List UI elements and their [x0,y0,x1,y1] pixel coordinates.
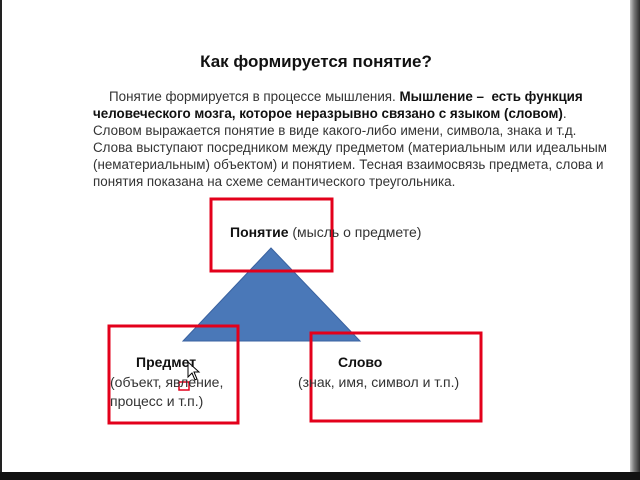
paragraph-bold-definition: есть функция человеческого мозга, которое неразрывно связано с языком (словом) [93,89,583,121]
paragraph-bold-term: Мышление – [399,89,484,104]
window-frame-right [630,0,640,480]
semantic-triangle-diagram [2,0,630,480]
concept-label [230,224,421,240]
concept-title: Понятие [230,224,289,240]
object-note-line-2: процесс и т.п.) [110,393,204,409]
concept-note: (мысль о предмете) [292,224,422,240]
presentation-slide [2,0,630,480]
object-note-line-1: (объект, явление, [110,374,224,390]
word-title: Слово [338,354,383,370]
paragraph-rest: . Словом выражается понятие в виде какого-либо имени, символа, знака и т.д. Слова выступают посредником между предметом (материальным или идеальным (нематериальным) объектом) и понятием. Тесная взаимосвязь предмета, слова и понятия показана на схеме семантического треугольника. [93,106,607,189]
slide-title: Как формируется понятие? [200,52,432,71]
paragraph-intro: Понятие формируется в процессе мышления. [109,89,396,104]
word-note: (знак, имя, символ и т.п.) [298,374,460,390]
window-frame-bottom [0,472,640,480]
object-title: Предмет [136,354,197,370]
